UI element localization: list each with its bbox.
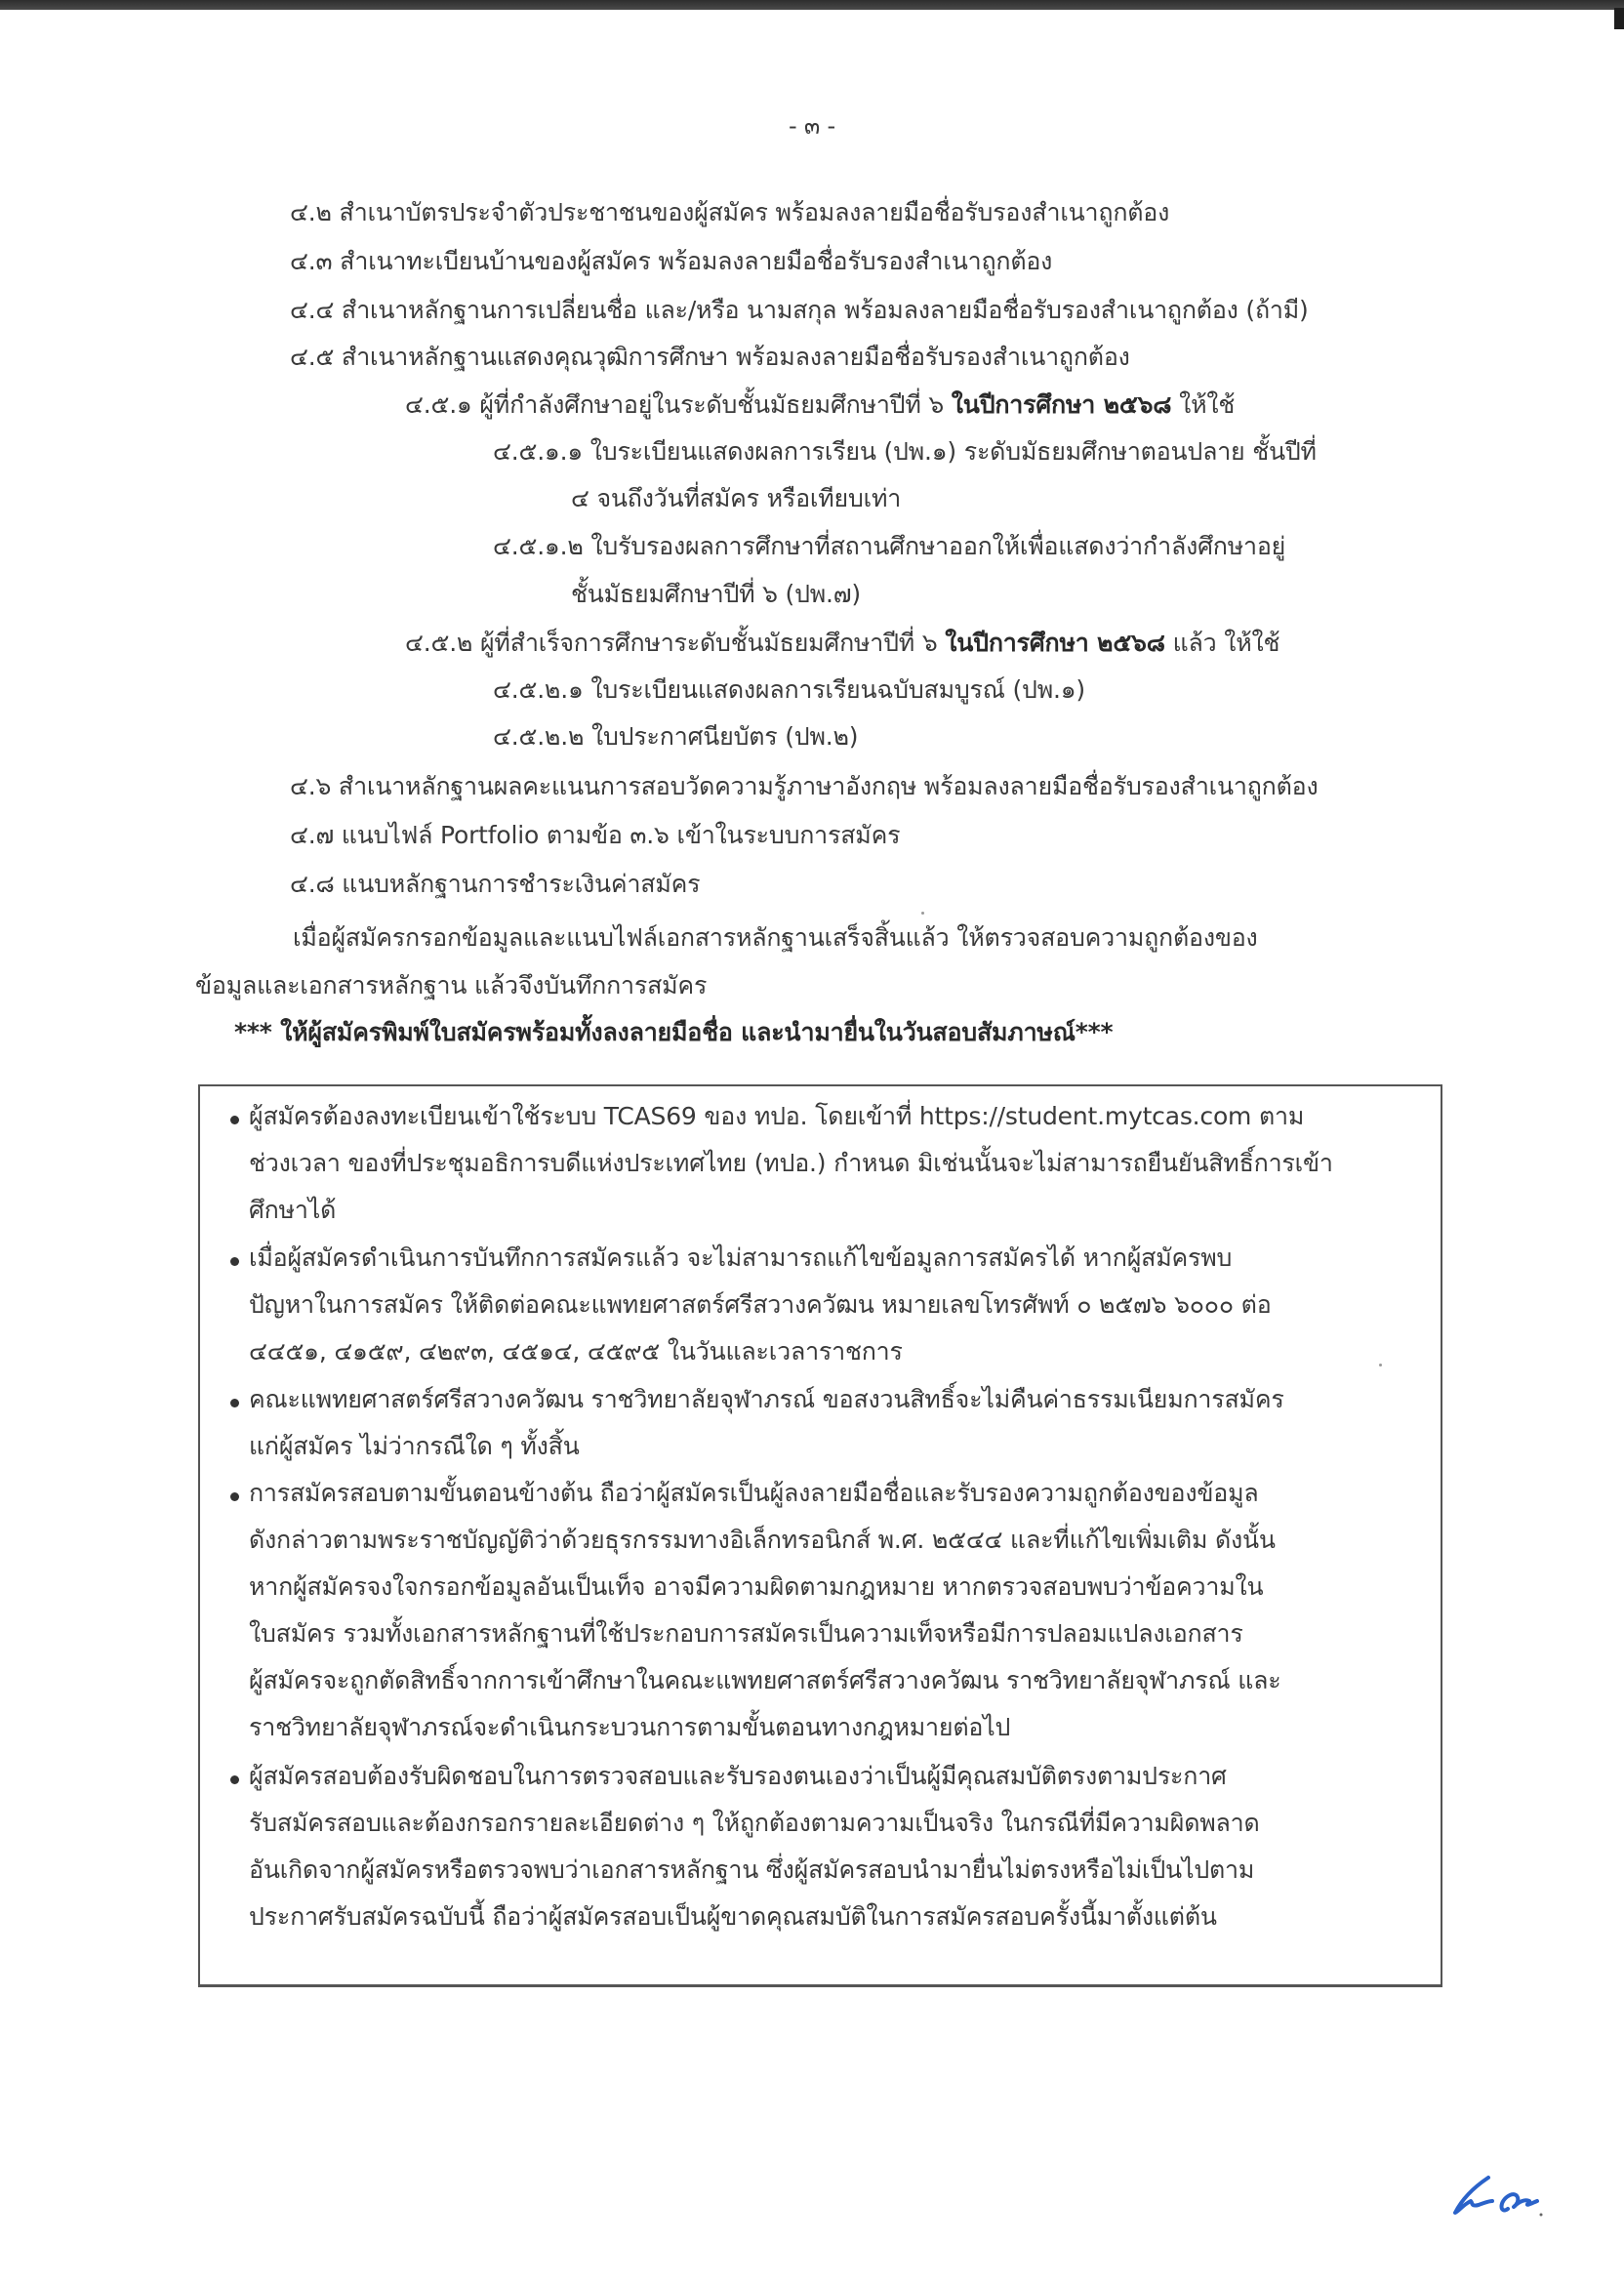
notice-bullet-1-line1: ผู้สมัครต้องลงทะเบียนเข้าใช้ระบบ TCAS69 ของ ทปอ. โดยเข้าที่ https://student.mytcas.com ตาม: [249, 1102, 1305, 1130]
item-4-5-2-bold: ในปีการศึกษา ๒๕๖๘: [945, 629, 1165, 657]
notice-bullet-2-line2: ปัญหาในการสมัคร ให้ติดต่อคณะแพทยศาสตร์ศรีสวางควัฒน หมายเลขโทรศัพท์ ๐ ๒๕๗๖ ๖๐๐๐ ต่อ: [249, 1290, 1272, 1319]
scan-speck: [1379, 1364, 1382, 1366]
item-4-5-2-2: ๔.๕.๒.๒ ใบประกาศนียบัตร (ปพ.๒): [493, 722, 859, 751]
notice-bullet-4-line3: หากผู้สมัครจงใจกรอกข้อมูลอันเป็นเท็จ อาจมีความผิดตามกฎหมาย หากตรวจสอบพบว่าข้อความใน: [249, 1572, 1264, 1601]
notice-bullet-2-line3: ๔๔๕๑, ๔๑๕๙, ๔๒๙๓, ๔๕๑๔, ๔๕๙๕ ในวันและเวลาราชการ: [249, 1337, 903, 1366]
page-number: - ๓ -: [789, 112, 835, 140]
instruction-paragraph-line2: ข้อมูลและเอกสารหลักฐาน แล้วจึงบันทึกการสมัคร: [195, 971, 708, 999]
notice-bullet-4-line6: ราชวิทยาลัยจุฬาภรณ์จะดำเนินกระบวนการตามขั้นตอนทางกฎหมายต่อไป: [249, 1713, 1011, 1741]
item-4-5-1-suffix: ให้ใช้: [1171, 390, 1236, 419]
notice-bullet-5-line4: ประกาศรับสมัครฉบับนี้ ถือว่าผู้สมัครสอบเป็นผู้ขาดคุณสมบัติในการสมัครสอบครั้งนี้มาตั้งแต่ต้น: [249, 1902, 1217, 1931]
notice-bullet-3-line2: แก่ผู้สมัคร ไม่ว่ากรณีใด ๆ ทั้งสิ้น: [249, 1432, 580, 1460]
item-4-5-1-bold: ในปีการศึกษา ๒๕๖๘: [951, 390, 1172, 419]
item-4-5-1-2: ๔.๕.๑.๒ ใบรับรองผลการศึกษาที่สถานศึกษาออกให้เพื่อแสดงว่ากำลังศึกษาอยู่: [493, 532, 1286, 560]
item-4-5-1-2-cont: ชั้นมัธยมศึกษาปีที่ ๖ (ปพ.๗): [571, 580, 861, 608]
print-signature-note: *** ให้ผู้สมัครพิมพ์ใบสมัครพร้อมทั้งลงลายมือชื่อ และนำมายื่นในวันสอบสัมภาษณ์***: [234, 1018, 1114, 1046]
scan-edge-top: [0, 0, 1624, 10]
instruction-paragraph-line1: เมื่อผู้สมัครกรอกข้อมูลและแนบไฟล์เอกสารหลักฐานเสร็จสิ้นแล้ว ให้ตรวจสอบความถูกต้องของ: [293, 923, 1258, 952]
item-4-2: ๔.๒ สำเนาบัตรประจำตัวประชาชนของผู้สมัคร พร้อมลงลายมือชื่อรับรองสำเนาถูกต้อง: [290, 198, 1170, 226]
item-4-5-1-1: ๔.๕.๑.๑ ใบระเบียนแสดงผลการเรียน (ปพ.๑) ระดับมัธยมศึกษาตอนปลาย ชั้นปีที่: [493, 437, 1317, 466]
scan-edge-notch: [1614, 8, 1624, 29]
scan-speck: [921, 912, 924, 915]
notice-bullet-5-line2: รับสมัครสอบและต้องกรอกรายละเอียดต่าง ๆ ให้ถูกต้องตามความเป็นจริง ในกรณีที่มีความผิดพลาด: [249, 1809, 1260, 1837]
notice-bullet-4-line2: ดังกล่าวตามพระราชบัญญัติว่าด้วยธุรกรรมทางอิเล็กทรอนิกส์ พ.ศ. ๒๕๔๔ และที่แก้ไขเพิ่มเติม ดังนั้น: [249, 1526, 1276, 1554]
item-4-5-1: [405, 388, 1235, 422]
item-4-5-2-1: ๔.๕.๒.๑ ใบระเบียนแสดงผลการเรียนฉบับสมบูรณ์ (ปพ.๑): [493, 675, 1085, 704]
notice-bullet-1-line2: ช่วงเวลา ของที่ประชุมอธิการบดีแห่งประเทศไทย (ทปอ.) กำหนด มิเช่นนั้นจะไม่สามารถยืนยันสิทธิ์การเข้า: [249, 1149, 1333, 1177]
notice-bullet-5-line1: ผู้สมัครสอบต้องรับผิดชอบในการตรวจสอบและรับรองตนเองว่าเป็นผู้มีคุณสมบัติตรงตามประกาศ: [249, 1762, 1227, 1790]
item-4-5-2: [405, 627, 1279, 660]
item-4-5-1-1-cont: ๔ จนถึงวันที่สมัคร หรือเทียบเท่า: [571, 484, 902, 512]
item-4-5-2-suffix: แล้ว ให้ใช้: [1164, 629, 1280, 657]
signature-icon: [1449, 2172, 1557, 2230]
bullet-icon: [230, 1116, 239, 1124]
bullet-icon: [230, 1257, 239, 1266]
notice-bullet-5-line3: อันเกิดจากผู้สมัครหรือตรวจพบว่าเอกสารหลักฐาน ซึ่งผู้สมัครสอบนำมายื่นไม่ตรงหรือไม่เป็นไปตาม: [249, 1855, 1255, 1884]
item-4-3: ๔.๓ สำเนาทะเบียนบ้านของผู้สมัคร พร้อมลงลายมือชื่อรับรองสำเนาถูกต้อง: [290, 247, 1053, 275]
notice-bullet-1-line3: ศึกษาได้: [249, 1196, 337, 1224]
bullet-icon: [230, 1492, 239, 1501]
item-4-4: ๔.๔ สำเนาหลักฐานการเปลี่ยนชื่อ และ/หรือ นามสกุล พร้อมลงลายมือชื่อรับรองสำเนาถูกต้อง (ถ้ามี): [290, 296, 1309, 324]
notice-bullet-2-line1: เมื่อผู้สมัครดำเนินการบันทึกการสมัครแล้ว จะไม่สามารถแก้ไขข้อมูลการสมัครได้ หากผู้สมัครพบ: [249, 1243, 1233, 1272]
notice-bullet-3-line1: คณะแพทยศาสตร์ศรีสวางควัฒน ราชวิทยาลัยจุฬาภรณ์ ขอสงวนสิทธิ์จะไม่คืนค่าธรรมเนียมการสมัคร: [249, 1385, 1284, 1413]
item-4-5-2-text: ๔.๕.๒ ผู้ที่สำเร็จการศึกษาระดับชั้นมัธยมศึกษาปีที่ ๖: [405, 629, 946, 657]
notice-bullet-4-line4: ใบสมัคร รวมทั้งเอกสารหลักฐานที่ใช้ประกอบการสมัครเป็นความเท็จหรือมีการปลอมแปลงเอกสาร: [249, 1619, 1243, 1648]
item-4-5: ๔.๕ สำเนาหลักฐานแสดงคุณวุฒิการศึกษา พร้อมลงลายมือชื่อรับรองสำเนาถูกต้อง: [290, 343, 1130, 371]
item-4-6: ๔.๖ สำเนาหลักฐานผลคะแนนการสอบวัดความรู้ภาษาอังกฤษ พร้อมลงลายมือชื่อรับรองสำเนาถูกต้อง: [290, 772, 1319, 800]
item-4-8: ๔.๘ แนบหลักฐานการชำระเงินค่าสมัคร: [290, 870, 701, 898]
notice-bullet-4-line1: การสมัครสอบตามขั้นตอนข้างต้น ถือว่าผู้สมัครเป็นผู้ลงลายมือชื่อและรับรองความถูกต้องของข้อมูล: [249, 1479, 1259, 1507]
item-4-5-1-text: ๔.๕.๑ ผู้ที่กำลังศึกษาอยู่ในระดับชั้นมัธยมศึกษาปีที่ ๖: [405, 390, 952, 419]
notice-bullet-4-line5: ผู้สมัครจะถูกตัดสิทธิ์จากการเข้าศึกษาในคณะแพทยศาสตร์ศรีสวางควัฒน ราชวิทยาลัยจุฬาภรณ์ และ: [249, 1666, 1281, 1694]
item-4-7: ๔.๗ แนบไฟล์ Portfolio ตามข้อ ๓.๖ เข้าในระบบการสมัคร: [290, 821, 901, 849]
bullet-icon: [230, 1775, 239, 1784]
bullet-icon: [230, 1399, 239, 1407]
